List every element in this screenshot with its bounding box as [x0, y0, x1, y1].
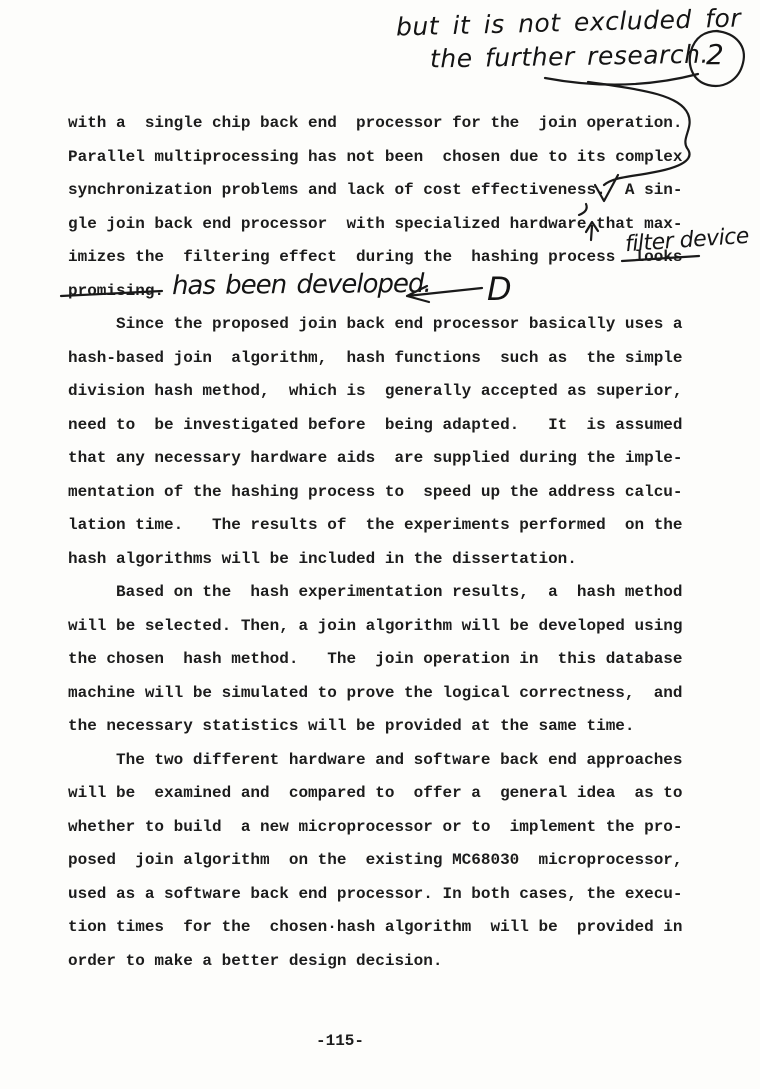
- typed-line: whether to build a new microprocessor or to implement the pro-: [68, 817, 683, 836]
- typed-line: need to be investigated before being adapted. It is assumed: [68, 415, 683, 434]
- paragraph-2: [68, 308, 683, 576]
- typed-line: order to make a better design decision.: [68, 951, 443, 970]
- typed-line-struck: promising.: [68, 281, 165, 300]
- circled-page-marker-number: 2: [706, 38, 724, 71]
- typed-line: machine will be simulated to prove the logical correctness, and: [68, 683, 683, 702]
- typed-line: used as a software back end processor. In both cases, the execu-: [68, 884, 683, 903]
- typed-line: will be selected. Then, a join algorithm will be developed using: [68, 616, 683, 635]
- page-number: -115-: [316, 1032, 365, 1050]
- typed-line: Since the proposed join back end processor basically uses a: [68, 315, 683, 333]
- typed-line: mentation of the hashing process to speed up the address calcu-: [68, 482, 683, 501]
- typed-line: tion times for the chosen·hash algorithm will be provided in: [68, 918, 683, 936]
- handwritten-insertion-filter-device: filter device: [624, 223, 750, 258]
- typed-line: division hash method, which is generally accepted as superior,: [68, 382, 683, 400]
- typed-line: that any necessary hardware aids are supplied during the imple-: [68, 449, 683, 467]
- handwritten-note-line1: but it is not excluded for: [395, 3, 742, 42]
- paragraph-4: [68, 744, 683, 979]
- typed-line: Based on the hash experimentation results, a hash method: [68, 583, 683, 601]
- typed-line: Parallel multiprocessing has not been chosen due to its complex: [68, 147, 683, 166]
- handwritten-replacement-text: has been developed.: [171, 268, 431, 302]
- typed-line: synchronization problems and lack of cost effectiveness. A sin-: [68, 181, 683, 199]
- typed-line: The two different hardware and software back end approaches: [68, 750, 683, 769]
- underline-stroke: [545, 74, 698, 85]
- typed-line: gle join back end processor with specialized hardware that max-: [68, 214, 683, 233]
- handwritten-margin-letter: D: [487, 270, 512, 308]
- handwritten-note-line2: the further research.: [429, 39, 710, 74]
- typed-line: with a single chip back end processor for the join operation.: [68, 114, 683, 132]
- typed-line: posed join algorithm on the existing MC68030 microprocessor,: [68, 851, 683, 869]
- typed-line: the necessary statistics will be provided at the same time.: [68, 717, 635, 735]
- typed-line: the chosen hash method. The join operation in this database: [68, 650, 683, 668]
- typed-line: imizes the filtering effect during the hashing process looks: [68, 248, 683, 266]
- paragraph-3: [68, 576, 683, 744]
- typed-line: hash-based join algorithm, hash functions such as the simple: [68, 348, 683, 367]
- typed-body: [68, 107, 683, 978]
- typed-line: lation time. The results of the experiments performed on the: [68, 516, 683, 534]
- typed-line: will be examined and compared to offer a general idea as to: [68, 784, 683, 802]
- typed-line: hash algorithms will be included in the dissertation.: [68, 549, 577, 568]
